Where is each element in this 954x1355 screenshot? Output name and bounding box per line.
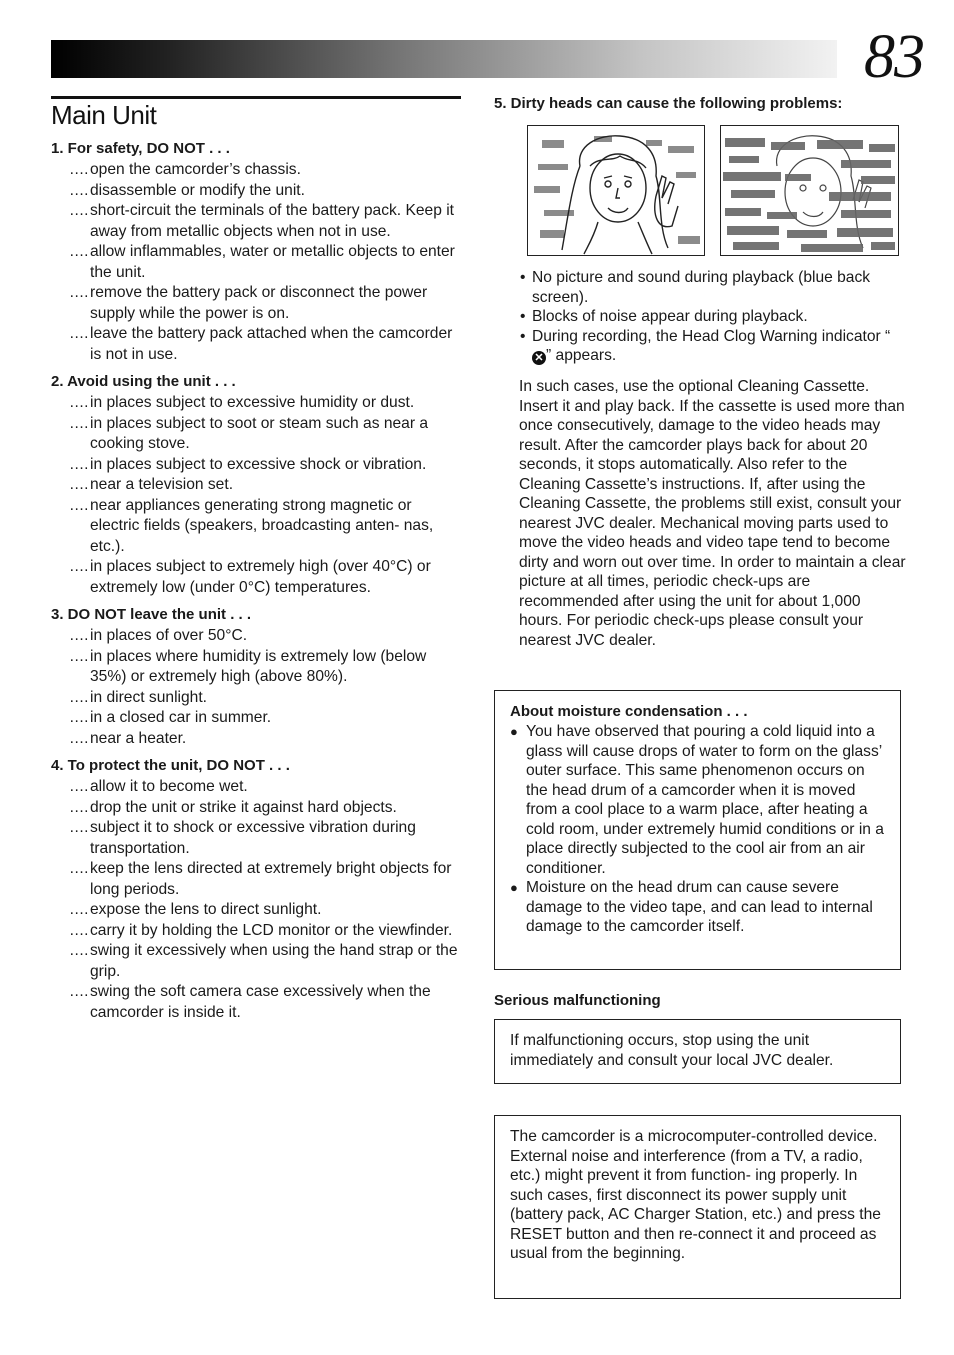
moisture-condensation-box	[494, 690, 901, 970]
group-title: 2. Avoid using the unit . . .	[51, 373, 236, 390]
list-item: .... subject it to shock or excessive vibration during transportation.	[69, 819, 416, 857]
woman-face-illustration	[528, 126, 704, 255]
list-item: .... allow it to become wet.	[69, 778, 248, 795]
list-item: .... remove the battery pack or disconnect the power supply while the power is on.	[69, 284, 428, 322]
page-number: 83	[864, 23, 924, 91]
list-item: .... swing the soft camera case excessively when the camcorder is inside it.	[69, 983, 431, 1021]
list-item: .... in places subject to extremely high (over 40°C) or extremely low (under 0°C) temperatures.	[69, 558, 431, 596]
cleaning-cassette-paragraph: In such cases, use the optional Cleaning Cassette. Insert it and play back. If the cassette is used more than once consecutively, damage to the video heads may result. After the camcorder plays back for about 20 seconds, it stops automatically. Also refer to the Cleaning Cassette’s instructions. If, after using the Cleaning Cassette, the problems still exist, consult your nearest JVC dealer. Mechanical moving parts used to move the video heads and video tape tend to become dirty and worn out over time. In order to maintain a clear picture at all times, periodic check-ups are recommended after using the unit for about 1,000 hours. For periodic check-ups please consult your nearest JVC dealer.	[519, 378, 906, 649]
list-item: .... near a television set.	[69, 476, 234, 493]
noise-blocks-illustration	[721, 126, 898, 255]
section-title: Main Unit	[51, 100, 157, 130]
header-gradient-bar	[51, 40, 837, 78]
illustration-noise-blocks	[720, 125, 899, 256]
group-safety	[51, 138, 463, 365]
list-item: .... leave the battery pack attached when the camcorder is not in use.	[69, 325, 453, 363]
list-item: ● You have observed that pouring a cold liquid into a glass will cause drops of water to form on the glass’ outer surface. This same phenomenon occurs on the head drum of a camcorder when it is moved from a cool place to a warm place, after heating a cold room, under extremely humid conditions or in a place directly subjected to the cool air from an air conditioner.	[510, 723, 884, 877]
list-item: .... disassemble or modify the unit.	[69, 181, 305, 199]
serious-malfunction-heading: Serious malfunctioning	[494, 992, 661, 1009]
list-item: .... allow inflammables, water or metallic objects to enter the unit.	[69, 243, 455, 281]
list-item: .... drop the unit or strike it against hard objects.	[69, 798, 397, 816]
problem-bullets	[520, 268, 900, 366]
list-item: .... carry it by holding the LCD monitor or the viewfinder.	[69, 921, 453, 939]
list-item: .... swing it excessively when using the hand strap or the grip.	[69, 942, 458, 980]
list-item: • Blocks of noise appear during playback.	[520, 308, 808, 325]
list-item: ● Moisture on the head drum can cause severe damage to the video tape, and can lead to internal damage to the camcorder itself.	[510, 879, 873, 935]
list-item: .... in places where humidity is extremely low (below 35%) or extremely high (above 80%).	[69, 647, 427, 685]
group-protect	[51, 755, 463, 1023]
list-item: .... in a closed car in summer.	[69, 709, 272, 726]
list-item: • During recording, the Head Clog Warning indicator “✕ ” appears.	[520, 327, 891, 364]
moisture-title: About moisture condensation . . .	[510, 703, 748, 720]
group-title: 3. DO NOT leave the unit . . .	[51, 606, 252, 623]
list-item: .... in direct sunlight.	[69, 688, 208, 706]
list-item: .... near appliances generating strong magnetic or electric fields (speakers, broadcasting anten- nas, etc.).	[69, 496, 434, 555]
list-item: .... expose the lens to direct sunlight.	[69, 901, 322, 918]
list-item: .... in places subject to excessive humidity or dust.	[69, 394, 415, 411]
list-item: .... in places subject to soot or steam such as near a cooking stove.	[69, 414, 429, 452]
head-clog-warning-icon: ✕	[532, 351, 546, 365]
group-do-not-leave	[51, 604, 463, 749]
list-item: .... keep the lens directed at extremely bright objects for long periods.	[69, 860, 452, 898]
list-item: .... near a heater.	[69, 729, 187, 747]
list-item: .... open the camcorder’s chassis.	[69, 161, 301, 178]
dirty-heads-heading: 5. Dirty heads can cause the following problems:	[494, 95, 843, 112]
group-title: 1. For safety, DO NOT . . .	[51, 140, 230, 157]
list-item: • No picture and sound during playback (blue back screen).	[520, 269, 871, 306]
group-avoid	[51, 371, 463, 598]
serious-malfunction-text: If malfunctioning occurs, stop using the unit immediately and consult your local JVC dealer.	[510, 1032, 834, 1069]
left-column	[51, 138, 463, 1029]
microcomputer-box	[494, 1115, 901, 1299]
list-item: .... in places of over 50°C.	[69, 627, 248, 644]
group-title: 4. To protect the unit, DO NOT . . .	[51, 757, 290, 774]
list-item: .... in places subject to excessive shock or vibration.	[69, 455, 427, 473]
list-item: .... short-circuit the terminals of the battery pack. Keep it away from metallic objects when not in use.	[69, 202, 455, 240]
microcomputer-text: The camcorder is a microcomputer-controlled device. External noise and interference (from a TV, a radio, etc.) might prevent it from function- ing properly. In such cases, first disconnect its power supply unit (battery pack, AC Charger Station, etc.) and press the RESET button and then re-connect it and proceed as usual from the beginning.	[510, 1128, 881, 1262]
serious-malfunction-box	[494, 1019, 901, 1084]
illustration-clean-picture	[527, 125, 705, 256]
